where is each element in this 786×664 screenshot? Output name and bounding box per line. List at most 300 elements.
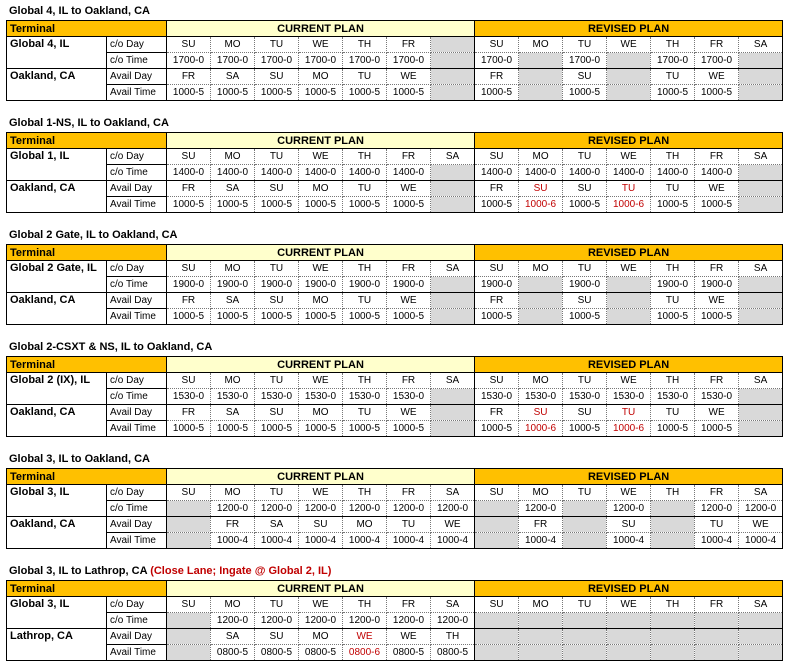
revised-avail-time-cell: 1000-5 <box>475 309 519 325</box>
revised-avail-time-cell: 1000-6 <box>519 421 563 437</box>
revised-avail-time-cell: 1000-5 <box>651 421 695 437</box>
revised-avail-time-cell <box>695 645 739 661</box>
current-co-time-cell: 1200-0 <box>255 501 299 517</box>
revised-co-time-cell: 1530-0 <box>519 389 563 405</box>
schedule-row-avail-day <box>7 293 783 309</box>
current-avail-day-cell: SA <box>211 181 255 197</box>
revised-avail-day-cell <box>739 181 783 197</box>
revised-avail-time-cell <box>739 645 783 661</box>
revised-co-time-cell: 1530-0 <box>563 389 607 405</box>
row-sublabel: Avail Time <box>107 197 167 213</box>
current-co-time-cell: 1400-0 <box>343 165 387 181</box>
revised-avail-day-cell <box>651 517 695 533</box>
revised-avail-day-cell: WE <box>739 517 783 533</box>
current-co-day-cell: MO <box>211 597 255 613</box>
revised-avail-time-cell: 1000-5 <box>475 421 519 437</box>
schedule-row-co-day <box>7 373 783 389</box>
revised-co-day-cell: SA <box>739 373 783 389</box>
current-avail-time-cell: 1000-5 <box>167 85 211 101</box>
revised-co-day-cell: WE <box>607 37 651 53</box>
current-co-time-cell <box>167 613 211 629</box>
revised-co-day-cell: TU <box>563 597 607 613</box>
current-avail-day-cell: SA <box>211 293 255 309</box>
current-co-time-cell: 1700-0 <box>387 53 431 69</box>
current-co-day-cell: WE <box>299 37 343 53</box>
row-label-blank <box>7 645 107 661</box>
revised-co-time-cell: 1200-0 <box>607 501 651 517</box>
current-co-day-cell: WE <box>299 485 343 501</box>
row-sublabel: c/o Time <box>107 613 167 629</box>
revised-avail-day-cell: SU <box>607 517 651 533</box>
schedule-row-avail-time <box>7 533 783 549</box>
current-avail-time-cell: 1000-5 <box>211 309 255 325</box>
current-co-day-cell: FR <box>387 373 431 389</box>
row-sublabel: c/o Time <box>107 53 167 69</box>
revised-avail-time-cell: 1000-6 <box>607 197 651 213</box>
current-co-day-cell: WE <box>299 373 343 389</box>
revised-avail-time-cell <box>519 645 563 661</box>
current-avail-day-cell: TU <box>343 69 387 85</box>
current-co-time-cell: 1400-0 <box>387 165 431 181</box>
current-co-time-cell: 1900-0 <box>343 277 387 293</box>
current-avail-day-cell: WE <box>431 517 475 533</box>
row-sublabel: Avail Time <box>107 309 167 325</box>
revised-co-time-cell <box>519 53 563 69</box>
revised-co-day-cell: TU <box>563 149 607 165</box>
current-co-day-cell: FR <box>387 485 431 501</box>
current-avail-time-cell: 0800-5 <box>387 645 431 661</box>
terminal-header: Terminal <box>7 469 167 485</box>
current-co-time-cell: 1200-0 <box>211 613 255 629</box>
revised-co-time-cell <box>739 613 783 629</box>
revised-co-time-cell: 1530-0 <box>695 389 739 405</box>
schedule-row-avail-day <box>7 405 783 421</box>
terminal-header: Terminal <box>7 21 167 37</box>
revised-co-day-cell: WE <box>607 261 651 277</box>
revised-co-day-cell: TH <box>651 373 695 389</box>
current-co-time-cell: 1200-0 <box>299 501 343 517</box>
current-co-day-cell: TH <box>343 261 387 277</box>
current-avail-day-cell: MO <box>299 69 343 85</box>
revised-co-time-cell <box>563 613 607 629</box>
revised-co-day-cell: FR <box>695 373 739 389</box>
revised-avail-day-cell: FR <box>475 181 519 197</box>
current-co-time-cell: 1200-0 <box>299 613 343 629</box>
current-co-day-cell: MO <box>211 261 255 277</box>
revised-co-day-cell: FR <box>695 37 739 53</box>
revised-co-time-cell: 1700-0 <box>651 53 695 69</box>
revised-avail-time-cell: 1000-5 <box>475 85 519 101</box>
current-avail-day-cell: SU <box>255 405 299 421</box>
current-co-day-cell: FR <box>387 149 431 165</box>
revised-avail-time-cell <box>519 309 563 325</box>
revised-avail-day-cell: TU <box>651 293 695 309</box>
current-avail-day-cell: WE <box>387 181 431 197</box>
revised-avail-time-cell <box>739 309 783 325</box>
row-sublabel: c/o Day <box>107 37 167 53</box>
current-co-day-cell: SU <box>167 149 211 165</box>
revised-co-day-cell: MO <box>519 373 563 389</box>
current-co-day-cell: MO <box>211 373 255 389</box>
section-title-text: Global 3, IL to Lathrop, CA <box>9 565 148 577</box>
current-avail-time-cell: 1000-4 <box>299 533 343 549</box>
schedule-row-co-day <box>7 149 783 165</box>
current-avail-day-cell: FR <box>211 517 255 533</box>
row-sublabel: c/o Time <box>107 277 167 293</box>
current-co-day-cell: SA <box>431 261 475 277</box>
current-co-day-cell: TH <box>343 37 387 53</box>
current-co-time-cell: 1200-0 <box>387 501 431 517</box>
current-avail-time-cell: 1000-4 <box>431 533 475 549</box>
current-avail-time-cell: 0800-5 <box>299 645 343 661</box>
revised-avail-time-cell <box>563 645 607 661</box>
schedule-row-co-day <box>7 597 783 613</box>
revised-co-time-cell: 1530-0 <box>607 389 651 405</box>
row-sublabel: c/o Day <box>107 485 167 501</box>
header-row <box>7 245 783 261</box>
current-co-day-cell: MO <box>211 149 255 165</box>
current-avail-day-cell: TU <box>343 293 387 309</box>
current-avail-day-cell <box>431 405 475 421</box>
schedule-row-avail-time <box>7 645 783 661</box>
current-avail-day-cell: SU <box>255 181 299 197</box>
row-sublabel: Avail Day <box>107 293 167 309</box>
terminal-header: Terminal <box>7 581 167 597</box>
current-avail-time-cell: 1000-4 <box>343 533 387 549</box>
current-avail-time-cell: 1000-4 <box>255 533 299 549</box>
schedule-row-co-time <box>7 613 783 629</box>
current-co-time-cell: 1530-0 <box>387 389 431 405</box>
revised-co-day-cell: MO <box>519 597 563 613</box>
revised-avail-time-cell: 1000-5 <box>651 85 695 101</box>
revised-co-day-cell: MO <box>519 485 563 501</box>
revised-co-time-cell: 1400-0 <box>519 165 563 181</box>
revised-avail-day-cell <box>651 629 695 645</box>
current-co-day-cell: FR <box>387 261 431 277</box>
row-label-blank <box>7 277 107 293</box>
current-avail-time-cell: 1000-5 <box>299 309 343 325</box>
revised-co-time-cell: 1700-0 <box>563 53 607 69</box>
current-avail-time-cell <box>431 85 475 101</box>
current-co-day-cell: SU <box>167 597 211 613</box>
current-avail-day-cell: TU <box>387 517 431 533</box>
current-co-time-cell: 1900-0 <box>299 277 343 293</box>
revised-co-time-cell: 1530-0 <box>651 389 695 405</box>
current-avail-time-cell <box>431 421 475 437</box>
schedule-row-avail-time <box>7 197 783 213</box>
current-avail-day-cell: TU <box>343 405 387 421</box>
revised-avail-time-cell: 1000-5 <box>651 197 695 213</box>
current-co-time-cell: 1400-0 <box>167 165 211 181</box>
revised-co-time-cell <box>475 613 519 629</box>
row-sublabel: Avail Time <box>107 85 167 101</box>
revised-co-day-cell: SU <box>475 149 519 165</box>
revised-avail-time-cell: 1000-5 <box>695 309 739 325</box>
current-co-time-cell: 1200-0 <box>343 613 387 629</box>
revised-avail-day-cell <box>519 293 563 309</box>
current-avail-time-cell: 1000-5 <box>211 85 255 101</box>
current-avail-time-cell <box>431 309 475 325</box>
current-co-day-cell: FR <box>387 597 431 613</box>
revised-avail-day-cell: FR <box>475 293 519 309</box>
current-plan-header: CURRENT PLAN <box>167 133 475 149</box>
destination-terminal: Oakland, CA <box>7 405 107 421</box>
revised-co-time-cell: 1900-0 <box>475 277 519 293</box>
revised-co-time-cell: 1200-0 <box>519 501 563 517</box>
current-avail-time-cell <box>167 645 211 661</box>
current-avail-time-cell: 1000-5 <box>255 197 299 213</box>
current-co-time-cell: 1700-0 <box>167 53 211 69</box>
revised-co-time-cell <box>607 277 651 293</box>
current-co-day-cell: TH <box>343 373 387 389</box>
current-avail-day-cell: MO <box>343 517 387 533</box>
revised-co-day-cell: TU <box>563 37 607 53</box>
current-avail-time-cell <box>431 197 475 213</box>
revised-avail-time-cell: 1000-5 <box>563 309 607 325</box>
schedule-table <box>6 132 783 213</box>
revised-avail-time-cell: 1000-5 <box>563 197 607 213</box>
revised-avail-time-cell <box>739 85 783 101</box>
schedule-table <box>6 244 783 325</box>
revised-co-time-cell: 1900-0 <box>695 277 739 293</box>
current-co-day-cell: SU <box>167 373 211 389</box>
origin-terminal: Global 4, IL <box>7 37 107 53</box>
revised-avail-day-cell: TU <box>651 181 695 197</box>
current-co-day-cell: TH <box>343 597 387 613</box>
current-avail-time-cell: 1000-5 <box>167 197 211 213</box>
current-avail-day-cell: FR <box>167 69 211 85</box>
origin-terminal: Global 3, IL <box>7 485 107 501</box>
revised-avail-time-cell: 1000-4 <box>739 533 783 549</box>
schedule-row-co-day <box>7 261 783 277</box>
revised-co-time-cell <box>739 53 783 69</box>
current-co-time-cell: 1400-0 <box>255 165 299 181</box>
row-sublabel: c/o Time <box>107 501 167 517</box>
current-avail-time-cell: 1000-5 <box>211 421 255 437</box>
current-avail-day-cell: FR <box>167 405 211 421</box>
destination-terminal: Oakland, CA <box>7 517 107 533</box>
row-sublabel: Avail Time <box>107 421 167 437</box>
current-co-time-cell <box>431 165 475 181</box>
revised-avail-time-cell: 1000-5 <box>695 85 739 101</box>
current-co-day-cell: MO <box>211 485 255 501</box>
header-row <box>7 357 783 373</box>
revised-co-day-cell: TH <box>651 597 695 613</box>
revised-avail-time-cell <box>607 645 651 661</box>
current-avail-day-cell: SA <box>211 69 255 85</box>
revised-avail-time-cell: 1000-4 <box>695 533 739 549</box>
section-title <box>9 116 169 130</box>
current-co-time-cell: 1700-0 <box>211 53 255 69</box>
revised-avail-day-cell: SU <box>563 69 607 85</box>
revised-plan-header: REVISED PLAN <box>475 21 783 37</box>
current-co-time-cell: 1900-0 <box>167 277 211 293</box>
current-avail-day-cell: TU <box>343 181 387 197</box>
row-sublabel: c/o Time <box>107 165 167 181</box>
schedule-row-avail-day <box>7 517 783 533</box>
current-co-day-cell: SU <box>167 37 211 53</box>
current-co-day-cell: TU <box>255 37 299 53</box>
revised-co-time-cell: 1900-0 <box>651 277 695 293</box>
current-avail-day-cell: SU <box>255 293 299 309</box>
revised-co-time-cell <box>651 501 695 517</box>
current-avail-time-cell: 0800-6 <box>343 645 387 661</box>
current-co-time-cell: 1530-0 <box>299 389 343 405</box>
revised-co-time-cell <box>607 613 651 629</box>
revised-avail-time-cell <box>475 533 519 549</box>
revised-co-time-cell: 1400-0 <box>607 165 651 181</box>
revised-avail-time-cell <box>607 309 651 325</box>
current-co-time-cell: 1200-0 <box>431 501 475 517</box>
revised-avail-time-cell <box>739 197 783 213</box>
current-avail-day-cell: MO <box>299 293 343 309</box>
row-label-blank <box>7 85 107 101</box>
current-avail-day-cell: SA <box>211 629 255 645</box>
schedule-row-avail-time <box>7 309 783 325</box>
current-avail-time-cell: 1000-5 <box>211 197 255 213</box>
revised-co-time-cell <box>475 501 519 517</box>
revised-co-day-cell: TU <box>563 485 607 501</box>
current-avail-day-cell: MO <box>299 405 343 421</box>
revised-avail-time-cell <box>519 85 563 101</box>
current-avail-day-cell: SU <box>255 629 299 645</box>
revised-co-day-cell: WE <box>607 597 651 613</box>
row-sublabel: Avail Day <box>107 517 167 533</box>
current-avail-time-cell: 1000-5 <box>299 197 343 213</box>
terminal-header: Terminal <box>7 133 167 149</box>
revised-co-time-cell <box>739 277 783 293</box>
current-co-time-cell: 1200-0 <box>255 613 299 629</box>
revised-co-day-cell: FR <box>695 149 739 165</box>
current-plan-header: CURRENT PLAN <box>167 581 475 597</box>
revised-avail-day-cell <box>475 629 519 645</box>
revised-co-time-cell <box>695 613 739 629</box>
revised-avail-time-cell: 1000-6 <box>607 421 651 437</box>
schedule-row-co-time <box>7 165 783 181</box>
current-co-day-cell: MO <box>211 37 255 53</box>
current-co-time-cell <box>431 389 475 405</box>
row-label-blank <box>7 501 107 517</box>
row-label-blank <box>7 613 107 629</box>
current-co-time-cell: 1200-0 <box>211 501 255 517</box>
revised-co-time-cell <box>651 613 695 629</box>
current-avail-day-cell: SU <box>299 517 343 533</box>
revised-avail-time-cell: 1000-6 <box>519 197 563 213</box>
row-sublabel: Avail Day <box>107 181 167 197</box>
current-co-day-cell: SU <box>167 261 211 277</box>
section-title <box>9 452 150 466</box>
current-avail-time-cell: 1000-4 <box>387 533 431 549</box>
revised-avail-day-cell <box>739 293 783 309</box>
current-co-time-cell: 1700-0 <box>343 53 387 69</box>
revised-co-time-cell: 1700-0 <box>475 53 519 69</box>
current-avail-day-cell <box>167 517 211 533</box>
revised-co-day-cell: TU <box>563 373 607 389</box>
current-co-time-cell: 1900-0 <box>211 277 255 293</box>
revised-co-time-cell: 1530-0 <box>475 389 519 405</box>
row-sublabel: Avail Day <box>107 629 167 645</box>
current-avail-day-cell: WE <box>387 405 431 421</box>
revised-co-day-cell: MO <box>519 37 563 53</box>
revised-avail-time-cell: 1000-5 <box>563 85 607 101</box>
revised-avail-day-cell <box>739 69 783 85</box>
revised-avail-day-cell <box>739 405 783 421</box>
origin-terminal: Global 3, IL <box>7 597 107 613</box>
current-co-time-cell: 1700-0 <box>255 53 299 69</box>
current-avail-time-cell: 1000-5 <box>387 421 431 437</box>
current-plan-header: CURRENT PLAN <box>167 357 475 373</box>
schedule-row-avail-day <box>7 69 783 85</box>
row-sublabel: c/o Time <box>107 389 167 405</box>
revised-co-day-cell: TH <box>651 485 695 501</box>
revised-co-day-cell: SA <box>739 597 783 613</box>
revised-co-day-cell: MO <box>519 149 563 165</box>
current-co-time-cell <box>431 277 475 293</box>
section-title <box>9 4 150 18</box>
schedule-row-avail-time <box>7 421 783 437</box>
revised-avail-day-cell: SU <box>563 405 607 421</box>
current-co-day-cell: TU <box>255 373 299 389</box>
revised-avail-day-cell <box>607 293 651 309</box>
revised-avail-day-cell <box>739 629 783 645</box>
section-title-text: Global 3, IL to Oakland, CA <box>9 453 150 465</box>
revised-avail-day-cell <box>607 69 651 85</box>
section-title-text: Global 4, IL to Oakland, CA <box>9 5 150 17</box>
revised-co-day-cell: WE <box>607 373 651 389</box>
schedule-row-avail-time <box>7 85 783 101</box>
revised-co-day-cell: SA <box>739 261 783 277</box>
schedule-row-avail-day <box>7 629 783 645</box>
revised-avail-day-cell <box>519 69 563 85</box>
current-avail-day-cell: WE <box>387 629 431 645</box>
revised-avail-day-cell: FR <box>519 517 563 533</box>
current-plan-header: CURRENT PLAN <box>167 21 475 37</box>
revised-plan-header: REVISED PLAN <box>475 245 783 261</box>
section-title <box>9 228 178 242</box>
current-avail-time-cell: 1000-5 <box>167 421 211 437</box>
current-co-day-cell: TU <box>255 261 299 277</box>
revised-plan-header: REVISED PLAN <box>475 469 783 485</box>
revised-avail-day-cell: FR <box>475 405 519 421</box>
origin-terminal: Global 1, IL <box>7 149 107 165</box>
current-avail-day-cell: SU <box>255 69 299 85</box>
current-co-time-cell: 1900-0 <box>255 277 299 293</box>
schedule-table <box>6 20 783 101</box>
revised-plan-header: REVISED PLAN <box>475 581 783 597</box>
current-co-day-cell: FR <box>387 37 431 53</box>
current-co-time-cell: 1200-0 <box>343 501 387 517</box>
revised-co-time-cell: 1400-0 <box>563 165 607 181</box>
current-avail-time-cell: 1000-5 <box>255 309 299 325</box>
revised-co-day-cell: TH <box>651 149 695 165</box>
revised-co-day-cell: FR <box>695 597 739 613</box>
current-co-time-cell <box>167 501 211 517</box>
revised-co-day-cell: SU <box>475 597 519 613</box>
row-label-blank <box>7 421 107 437</box>
row-sublabel: Avail Time <box>107 645 167 661</box>
schedule-row-co-day <box>7 485 783 501</box>
current-co-time-cell: 1530-0 <box>343 389 387 405</box>
revised-avail-day-cell: WE <box>695 69 739 85</box>
current-avail-day-cell <box>167 629 211 645</box>
current-avail-day-cell: SA <box>255 517 299 533</box>
current-co-time-cell <box>431 53 475 69</box>
revised-co-day-cell: FR <box>695 485 739 501</box>
header-row <box>7 133 783 149</box>
revised-co-day-cell: FR <box>695 261 739 277</box>
schedule-row-co-time <box>7 389 783 405</box>
current-avail-day-cell: FR <box>167 293 211 309</box>
